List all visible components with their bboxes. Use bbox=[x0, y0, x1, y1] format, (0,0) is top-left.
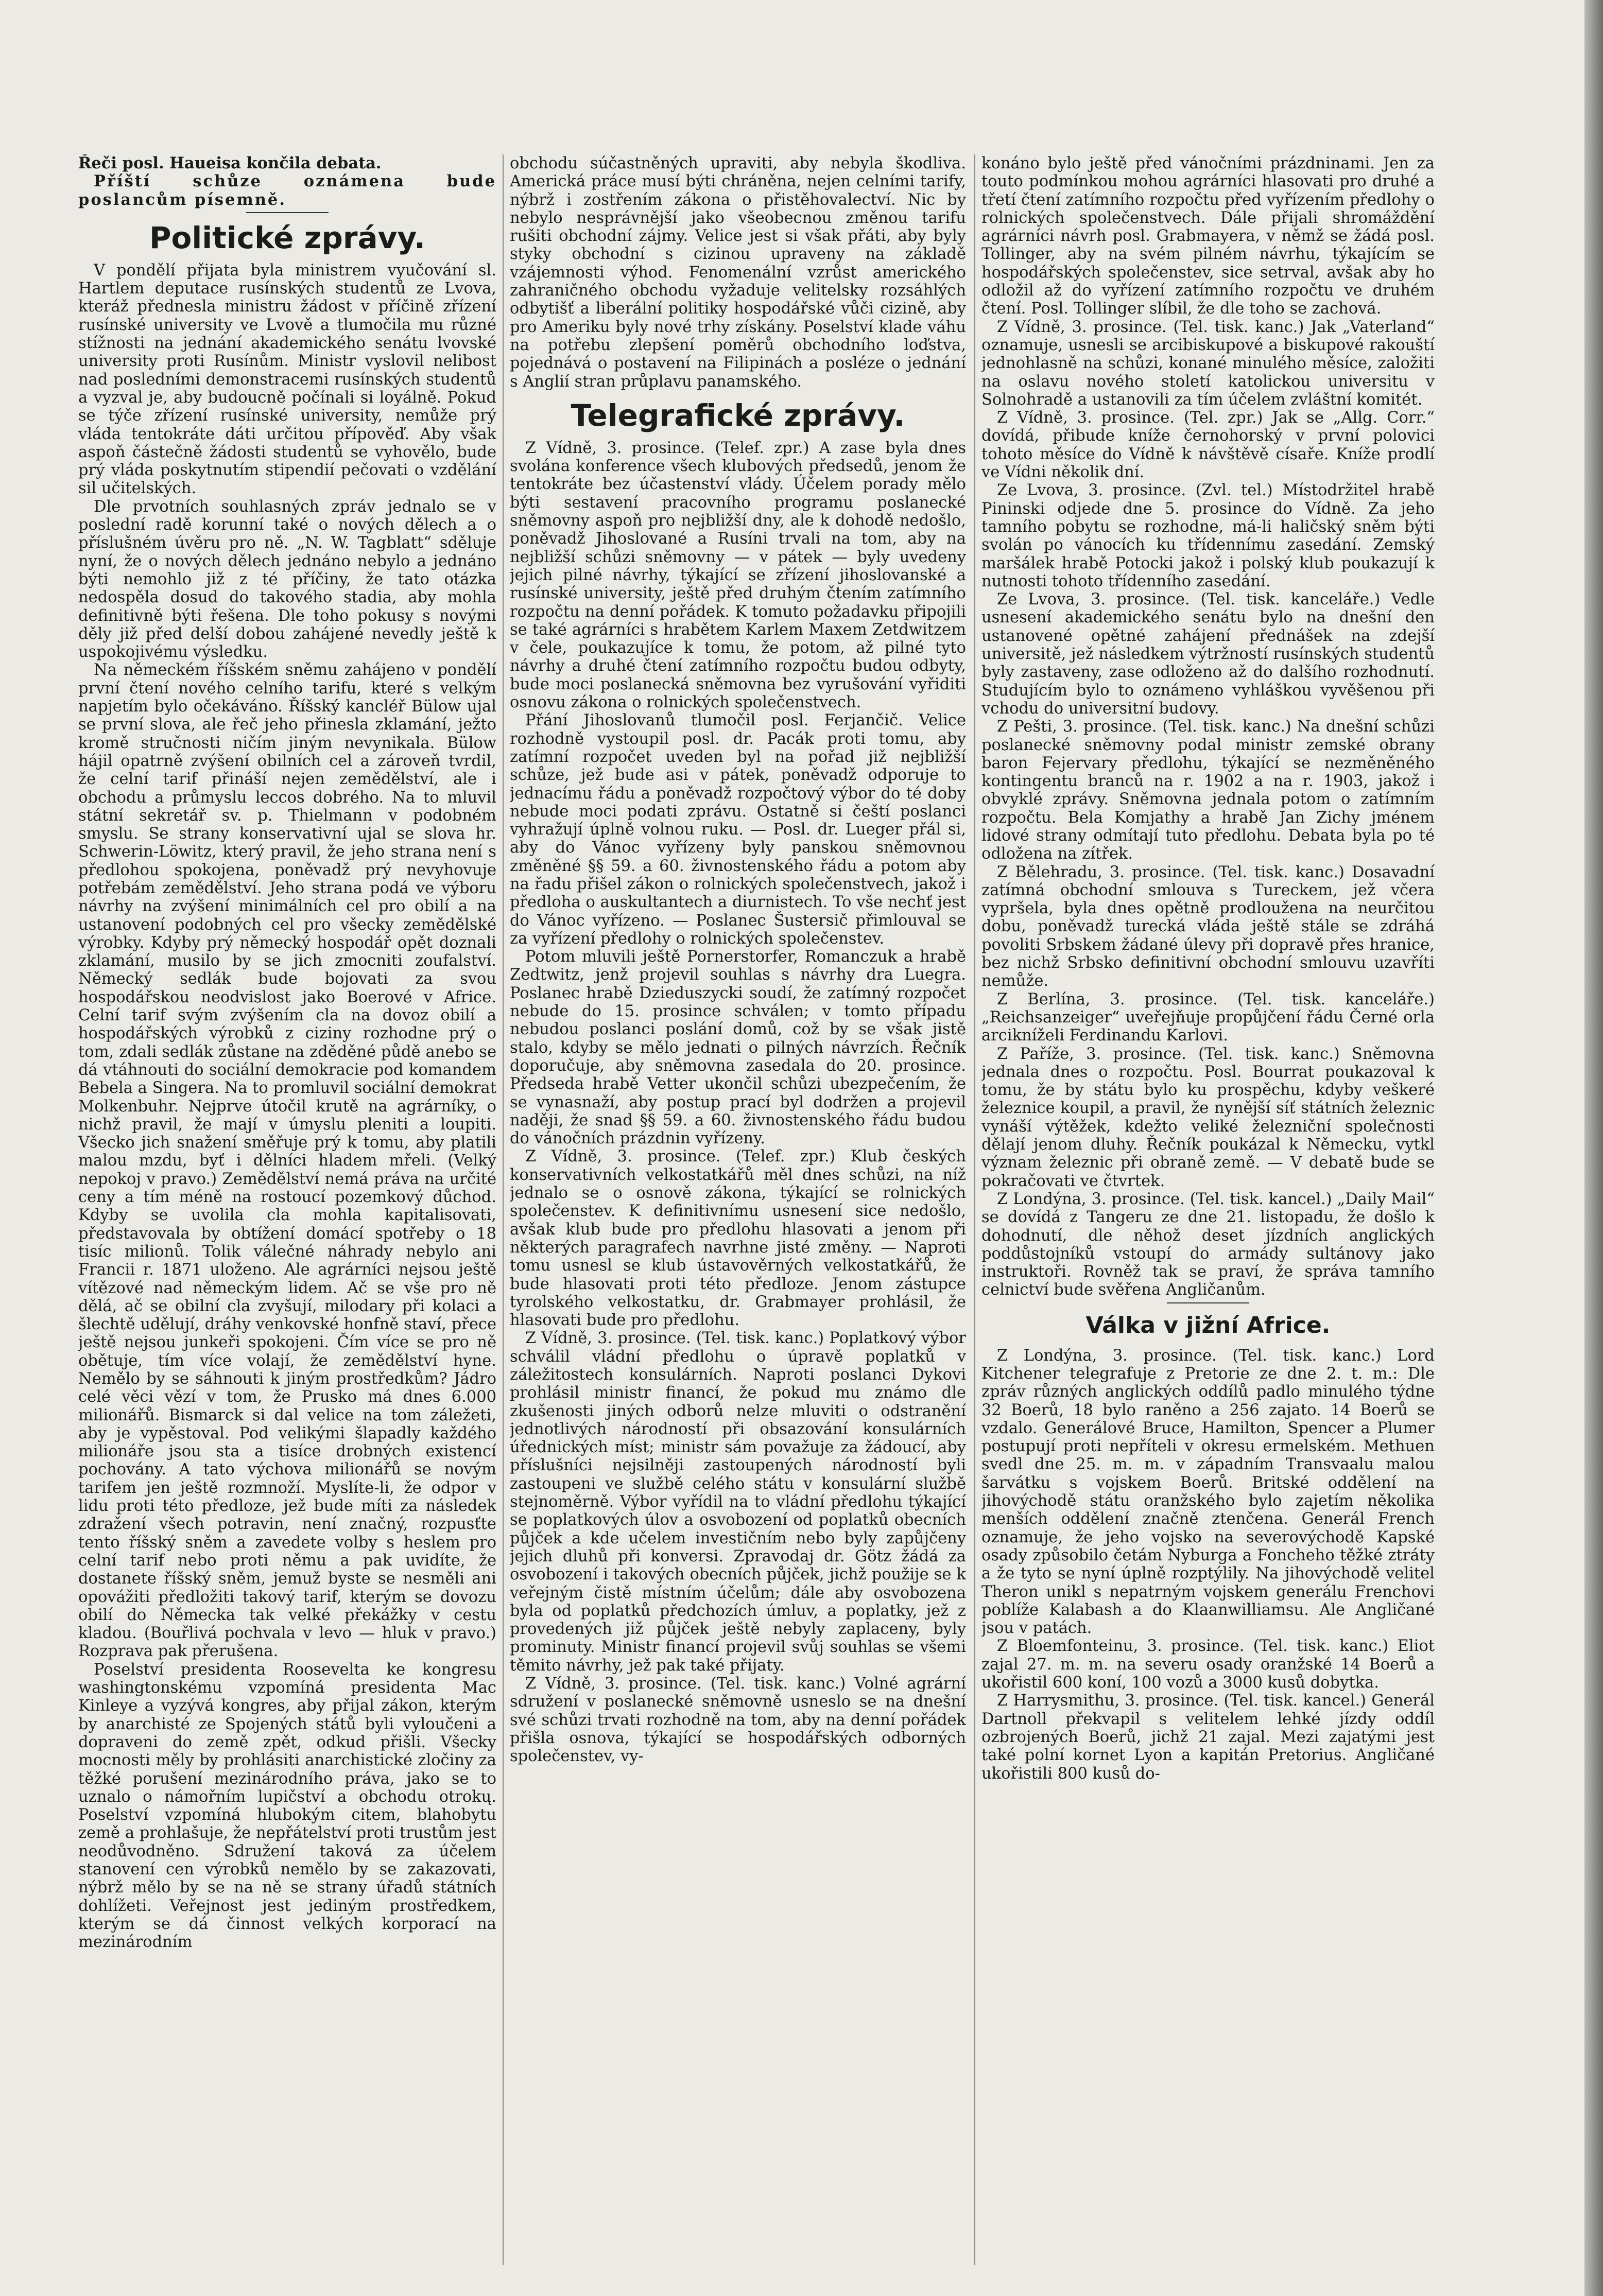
article-paragraph: Z Vídně, 3. prosince. (Telef. zpr.) Klub českých konservativních velkostatkářů měl dnes schůzi, na níž jednalo se o osnově zákona, týkající se rolnických společenstev. K definitivnímu usnesení sice nedošlo, avšak klub bude pro předlohu hlasovati a jenom při některých paragrafech navrhne jisté změny. — Naproti tomu usnesl se klub ústavověrných velkostatkářů, že bude hlasovati proti této předloze. Jenom zástupce tyrolského velkostatku, dr. Grabmayer prohlásil, že hlasovati bude pro předlohu. bbox=[510, 1147, 966, 1330]
section-heading-telegraficke-zpravy: Telegrafické zprávy. bbox=[571, 397, 905, 433]
article-paragraph: Přání Jihoslovanů tlumočil posl. Ferjančič. Velice rozhodně vystoupil posl. dr. Pacák proti tomu, aby zatímní rozpočet uveden byl na pořad již nejbližší schůze, jež bude asi v pátek, poněvadž odporuje to jednacímu řádu a poněvadž rozpočtový výbor do té doby nebude moci podati zprávu. Ostatně si čeští poslanci vyhražují úplně volnou ruku. — Posl. dr. Lueger přál si, aby do Vánoc vyřízeny byly panskou sněmovnou změněné §§ 59. a 60. živnostenského řádu a potom aby na řadu přišel zákon o rolnických společenstvech, jakož i předloha o auskultantech a diurnistech. To vše nechť jest do Vánoc vyřízeno. — Poslanec Šustersič přimlouval se za vyřízení předlohy o rolnických společenstev. bbox=[510, 711, 966, 948]
article-paragraph: V pondělí přijata byla ministrem vyučování sl. Hartlem deputace rusínských studentů ze Lvova, kteráž přednesla ministru žádost v příčině zřízení rusínské university ve Lvově a tlumočila mu různé stížnosti na jednání akademického senátu lvovské university proti Rusínům. Ministr vyslovil nelibost nad posledními demonstracemi rusínských studentů a vyzval je, aby budoucně počínali si loyálně. Pokud se týče zřízení rusínské university, nemůže prý vláda tentokráte dáti určitou přípověď. Aby však aspoň částečně žádosti studentů se vyhovělo, bude prý vláda poskytnutím stipendií pečovati o vzdělání sil učitelských. bbox=[78, 261, 496, 498]
article-paragraph: Z Londýna, 3. prosince. (Tel. tisk. kancel.) „Daily Mail“ se dovídá z Tangeru ze dne 21. listopadu, že došlo k dohodnutí, dle něhož deset jízdních anglických poddůstojníků vstoupí do armády sultánovy jako instruktoři. Rovněž tak se praví, že správa tamního celnictví bude svěřena Angličanům. bbox=[981, 1190, 1435, 1299]
article-paragraph: konáno bylo ještě před vánočními prázdninami. Jen za touto podmínkou mohou agrárníci hlasovati pro druhé a třetí čtení zatímního rozpočtu před vyřízením předlohy o rolnických společenstvech. Dále přijali shromáždění agrárníci návrh posl. Grabmayera, v němž se žádá posl. Tollinger, aby na svém pilném návrhu, týkajícím se hospodářských společenstev, sice setrval, avšak aby ho odložil až do vyřízení zatímního rozpočtu ve druhém čtení. Posl. Tollinger slíbil, že dle toho se zachová. bbox=[981, 154, 1435, 318]
column-1 bbox=[78, 154, 496, 2265]
article-paragraph: Z Paříže, 3. prosince. (Tel. tisk. kanc.) Sněmovna jednala dnes o rozpočtu. Posl. Bourrat poukazoval k tomu, že by státu bylo ku prospěchu, kdyby veškeré železnice koupil, a pravil, že nynější síť státních železnic vynáší výtěžek, kdežto veliké železniční společnosti dělají jenom dluhy. Řečník poukázal k Německu, vytkl význam železnic při obraně země. — V debatě bude se pokračovati ve čtvrtek. bbox=[981, 1045, 1435, 1190]
article-paragraph: obchodu súčastněných upraviti, aby nebyla škodliva. Americká práce musí býti chráněna, nejen celními tarify, nýbrž i zostřením zákona o přistěhovalectví. Nic by nebylo nesprávnější jako všeobecnou změnou tarifu rušiti obchodní zájmy. Velice jest si však přáti, aby byly styky obchodní s cizinou upraveny na základě vzájemnosti výhod. Fenomenální vzrůst amerického zahraničného obchodu vyžaduje velitelsky rozsáhlých odbytišť a liberální politiky hospodářské vůči cizině, aby pro Ameriku byly nové trhy získány. Poselství klade váhu na potřebu zlepšení poměrů obchodního loďstva, pojednává o postavení na Filipinách a posléze o jednání s Anglií stran průplavu panamského. bbox=[510, 154, 966, 391]
article-paragraph: Z Vídně, 3. prosince. (Tel. tisk. kanc.) Poplatkový výbor schválil vládní předlohu o úpravě poplatků v záležitostech konsulárních. Naproti poslanci Dykovi prohlásil ministr financí, že pokud mu známo dle zkušenosti jiných odborů nelze mluviti o odstranění jednotlivých národností při obsazování konsulárních úřednických míst; ministr sám považuje za žádoucí, aby příslušníci nejsilněji zastoupených národností byli zastoupeni ve službě celého státu v konsulární službě stejnoměrně. Výbor vyřídil na to vládní předlohu týkající se poplatkových úlov a osvobození od poplatků obecních půjček a kde učelem investičním nebo byly zapůjčeny jejich dluhů při konversi. Zpravodaj dr. Götz žádá za osvobození i takových obecních půjček, jichž použije se k veřejným čistě místním účelům; dále aby osvobozena byla od poplatků předchozích úmluv, a poplatky, jež z provedených již půjček ještě nebyly zaplaceny, byly prominuty. Ministr financí projevil svůj souhlas se všemi těmito návrhy, jež pak také přijaty. bbox=[510, 1329, 966, 1675]
article-paragraph: Poselství presidenta Roosevelta ke kongresu washingtonskému vzpomíná presidenta Mac Kinleye a vyzývá kongres, aby přijal zákon, kterým by anarchisté ze Spojených států byli vyloučeni a dopraveni do země zpět, odkud přišli. Všecky mocnosti měly by prohlásiti anarchistické zločiny za těžké porušení mezinárodního práva, jako se to uznalo o námořním lupičství a obchodu otrokų. Poselství vzpomíná hlubokým citem, blahobytu země a prohlašuje, že nepřátelství proti trustům jest neodůvodněno. Sdružení taková za účelem stanovení cen výrobků nemělo by se zakazovati, nýbrž mělo by se na ně se strany úřadů státních dohlížeti. Veřejnost jest jediným prostředkem, kterým se dá činnost velkých korporací na mezinárodním bbox=[78, 1660, 496, 1952]
section-heading-politicke-zpravy: Politické zprávy. bbox=[149, 220, 425, 255]
article-paragraph: Z Vídně, 3. prosince. (Telef. zpr.) A zase byla dnes svolána konference všech klubových předsedů, jenom že tentokráte bez účastenství vlády. Účelem porady mělo býti sestavení pracovního programu poslanecké sněmovny aspoň pro nejbližší dny, ale k dohodě nedošlo, poněvadž Jihoslované a Rusíni trvali na tom, aby na nejbližší schůzi sněmovny — v pátek — byly uvedeny jejich pilné návrhy, týkající se zřízení jihoslovanské a rusínské university, ještě před druhým čtením zatímního rozpočtu na denní pořádek. K tomuto požadavku připojili se také agrárníci s hrabětem Karlem Maxem Zetdwitzem v čele, poukazujíce k tomu, že potom, až pilné tyto návrhy a druhé čtení zatímního rozpočtu budou odbyty, bude moci poslanecká sněmovna bez vyrušování vyřiditi osnovu zákona o rolnických společenstvech. bbox=[510, 439, 966, 712]
article-paragraph: Z Berlína, 3. prosince. (Tel. tisk. kanceláře.) „Reichsanzeiger“ uveřejňuje propůjčení řádu Černé orla arcikníželi Ferdinandu Karlovi. bbox=[981, 990, 1435, 1045]
article-paragraph: Z Bělehradu, 3. prosince. (Tel. tisk. kanc.) Dosavadní zatímná obchodní smlouva s Tureckem, jež včera vypršela, byla dnes opětně prodloužena na neurčitou dobu, poněvadž turecká vláda ještě stále se zdráhá povoliti Srbskem žádané úlevy při dopravě přes hranice, bez nichž Srbsko definitivní obchodní smlouvu uzavříti nemůže. bbox=[981, 863, 1435, 990]
article-paragraph: Z Harrysmithu, 3. prosince. (Tel. tisk. kancel.) Generál Dartnoll překvapil s velitelem lehké jízdy oddíl ozbrojených Boerů, jichž 21 zajal. Mezi zajatými jest také polní kornet Lyon a kapitán Pretorius. Angličané ukořistili 800 kusů do- bbox=[981, 1692, 1435, 1783]
short-divider bbox=[1167, 1302, 1249, 1303]
page-edge-shadow bbox=[1584, 0, 1603, 2296]
article-paragraph: Potom mluvili ještě Pornerstorfer, Romanczuk a hrabě Zedtwitz, jenž projevil souhlas s návrhy dra Luegra. Poslanec hrabě Dzieduszycki soudí, že zatímný rozpočet nebude do 15. prosince schválen; v tomto případu nebudou poslanci poslání domů, což by se však jistě stalo, kdyby se mělo jednati o pilných návrzích. Řečník doporučuje, aby sněmovna zasedala do 20. prosince. Předseda hrabě Vetter ukončil schůzi ubezpečením, že se vynasnaží, aby postup prací byl dodržen a projevil naději, že snad §§ 59. a 60. živnostenského řádu budou do vánočních prázdnin vyřízeny. bbox=[510, 948, 966, 1148]
article-paragraph: Ze Lvova, 3. prosince. (Tel. tisk. kanceláře.) Vedle usnesení akademického senátu bylo na dnešní den ustanovené opětné zahájení přednášek na zdejší universitě, jež následkem výtržností rusínských studentů byly zastaveny, zase odloženo až do dalšího rozhodnutí. Studujícím bylo to oznámeno vyhláškou vyvěšenou při vchodu do universitní budovy. bbox=[981, 590, 1435, 718]
announcement: Příští schůze oznámena bude poslancům písemně. bbox=[78, 172, 496, 209]
article-paragraph: Ze Lvova, 3. prosince. (Zvl. tel.) Místodržitel hrabě Pininski odjede dne 5. prosince do Vídně. Za jeho tamního pobytu se rozhodne, má-li haličský sněm býti svolán po vánocích ku třídennímu zasedání. Zemský maršálek hrabě Potocki jakož i polský klub poukazují k nutnosti tohoto třídenního zasedání. bbox=[981, 481, 1435, 590]
column-3 bbox=[981, 154, 1435, 2265]
article-paragraph: Z Pešti, 3. prosince. (Tel. tisk. kanc.) Na dnešní schůzi poslanecké sněmovny podal ministr zemské obrany baron Fejervary předlohu, týkající se nezměněného kontingentu branců na r. 1902 a na r. 1903, jakož i obvyklé zprávy. Sněmovna jednala potom o zatímním rozpočtu. Bela Komjathy a hrabě Jan Zichy jménem lidové strany odmítají tuto předlohu. Debata byla po té odložena na zítřek. bbox=[981, 718, 1435, 863]
column-divider bbox=[974, 154, 975, 2265]
article-paragraph: Z Vídně, 3. prosince. (Tel. tisk. kanc.) Volné agrární sdružení v poslanecké sněmovně usneslo se na dnešní své schůzi trvati rozhodně na tom, aby na denní pořádek přišla osnova, týkající se hospodářských odborných společenstev, vy- bbox=[510, 1675, 966, 1766]
opening-line: Řeči posl. Haueisa končila debata. bbox=[78, 154, 382, 172]
column-divider bbox=[503, 154, 504, 2265]
article-paragraph: Na německém říšském sněmu zahájeno v pondělí první čtení nového celního tarifu, které s velkým napjetím bylo očekáváno. Říšský kancléř Bülow ujal se první slova, ale řeč jeho přinesla zklamání, ježto kromě stručnosti ničím jiným nevynikala. Bülow hájil opatrně zvýšení obilních cel a zároveň tvrdil, že celní tarif přináší nejen zemědělství, ale i obchodu a průmyslu leccos dobrého. Na to mluvil státní sekretář sv. p. Thielmann v podobném smyslu. Se strany konservativní ujal se slova hr. Schwerin-Löwitz, který pravil, že jeho strana není s předlohou spokojena, poněvadž prý nevyhovuje potřebám zemědělství. Jeho strana podá ve výboru návrhy na zvýšení minimálních cel pro obilí a na ustanovení podobných cel pro všecky zemědělské výrobky. Kdyby prý německý hospodář opět doznali zklamání, musilo by se jich zmocniti zoufalství. Německý sedlák bude bojovati za svou hospodářskou neodvislost jako Boerové v Africe. Celní tarif svým zvýšením cla na dovoz obilí a hospodářských výrobků z ciziny rozhodne prý o tom, zdali sedlák zůstane na zděděné půdě anebo se dá vtáhnouti do sociální demokracie pod komandem Bebela a Singera. Na to promluvil sociální demokrat Molkenbuhr. Nejprve útočil krutě na agrárníky, o nichž pravil, že mají v úmyslu pleniti a loupiti. Všecko jich snažení směřuje prý k tomu, aby platili malou mzdu, byť i dělníci hladem mřeli. (Velký nepokoj v pravo.) Zemědělství nemá práva na určité ceny a tím méně na rostoucí pozemkový důchod. Kdyby se uvolila cla mohla kapitalisovati, představovala by obtížení domácí spotřeby o 18 tisíc milionů. Tolik válečné náhrady nebylo ani Francii r. 1871 uloženo. Ale agrárníci nejsou ještě vítězové nad německým lidem. Ač se vše pro ně dělá, ač se obilní cla zvyšují, milodary při kolaci a šlechtě udělují, dráhy venkovské honfně staví, přece ještě nejsou junkeři spokojeni. Čím více se pro ně obětuje, tím více volají, že zemědělství hyne. Nemělo by se sáhnouti k jiným prostředkům? Jádro celé věci vězí v tom, že Prusko má dnes 6.000 milionářů. Bismarck si dal velice na tom záležeti, aby je vypěstoval. Pod velikými šlapadly každého milionáře jsou sta a tisíce drobných existencí pochovány. A tato výchova milionářů se novým tarifem jen ještě rozmnoží. Myslíte-li, že odpor v lidu proti této předloze, jež bude míti za následek zdražení všech potravin, není značný, rozpusťte tento říšský sněm a zavedete volby s heslem pro celní tarif nebo proti němu a pak uvidíte, že dostanete říšský sněm, jemuž byste se nesměli ani opovážiti předložiti takový tarif, kterým se dovozu obilí do Německa tak velké překážky v cestu kladou. (Bouřlivá pochvala v levo — hluk v pravo.) Rozprava pak přerušena. bbox=[78, 661, 496, 1661]
article-paragraph: Z Bloemfonteinu, 3. prosince. (Tel. tisk. kanc.) Eliot zajal 27. m. m. na severu osady oranžské 14 Boerů a ukořistil 600 koní, 100 vozů a 3000 kusů dobytka. bbox=[981, 1637, 1435, 1692]
article-paragraph: Z Vídně, 3. prosince. (Tel. zpr.) Jak se „Allg. Corr.“ dovídá, přibude kníže černohorský v první polovici tohoto měsíce do Vídně k návštěvě císaře. Kníže prodlí ve Vídni několik dní. bbox=[981, 409, 1435, 482]
article-paragraph: Dle prvotních souhlasných zpráv jednalo se v poslední radě korunní také o nových dělech a o příslušném úvěru pro ně. „N. W. Tagblatt“ sděluje nyní, že o nových dělech jednáno nebylo a jednáno býti nemohlo již z té příčiny, že tato otázka nedospěla dosud do takového stadia, aby mohla definitivně býti řešena. Dle toho pokusy s novými děly již před delší dobou zahájené nevedly ještě k uspokojivému výsledku. bbox=[78, 497, 496, 662]
article-paragraph: Z Vídně, 3. prosince. (Tel. tisk. kanc.) Jak „Vaterland“ oznamuje, usnesli se arcibiskupové a biskupové rakouští jednohlasně na schůzi, konané minulého měsíce, založiti na oslavu nového století katolickou universitu v Solnohradě a ustanovili za tím účelem zvláštní komitét. bbox=[981, 318, 1435, 409]
article-paragraph: Z Londýna, 3. prosince. (Tel. tisk. kanc.) Lord Kitchener telegrafuje z Pretorie ze dne 2. t. m.: Dle zpráv různých anglických oddílů padlo minulého týdne 32 Boerů, 18 bylo raněno a 256 zajato. 14 Boerů se vzdalo. Generálové Bruce, Hamilton, Spencer a Plumer postupují proti nepříteli v okresu ermelském. Methuen svedl dne 25. m. m. v západním Transvaalu malou šarvátku s vojskem Boerů. Britské oddělení na jihovýchodě státu oranžského bylo zajetím několika menších oddělení značně ztenčena. Generál French oznamuje, že jeho vojsko na severovýchodě Kapské osady způsobilo četám Nyburga a Foncheho těžké ztráty a že tyto se nyní úplně rozptýlily. Na jihovýchodě velitel Theron unikl s nepatrným vojskem generálu Frenchovi poblíže Kalabash a do Klaanwilliamsu. Ale Angličané jsou v patách. bbox=[981, 1346, 1435, 1638]
short-divider bbox=[246, 212, 329, 213]
section-heading-valka-v-jizni-africe: Válka v jižní Africe. bbox=[1085, 1312, 1331, 1338]
column-2 bbox=[510, 154, 966, 2265]
